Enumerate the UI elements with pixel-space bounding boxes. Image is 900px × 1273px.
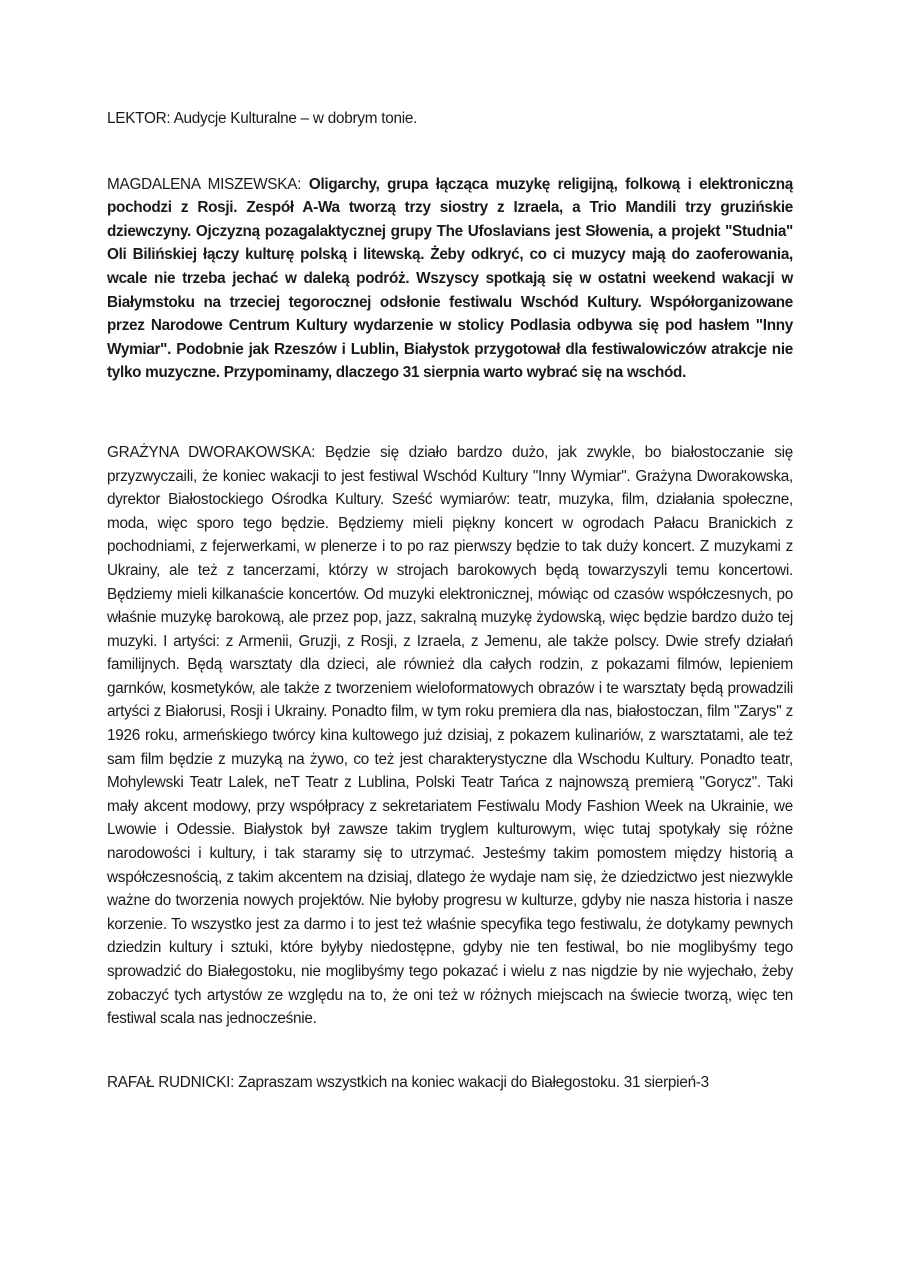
paragraph-magdalena-miszewska xyxy=(107,173,793,385)
paragraph-text: Zapraszam wszystkich na koniec wakacji do Białegostoku. 31 sierpień-3 xyxy=(238,1073,709,1091)
paragraph-rafal-rudnicki xyxy=(107,1071,793,1095)
paragraph-text: Oligarchy, grupa łącząca muzykę religijną, folkową i elektroniczną pochodzi z Rosji. Zespół A-Wa tworzą trzy siostry z Izraela, a Trio Mandili trzy gruzińskie dziewczyny. Ojczyzną pozagalaktycznej grupy The Ufoslavians jest Słowenia, a projekt "Studnia" Oli Bilińskiej łączy kulturę polską i litewską. Żeby odkryć, co ci muzycy mają do zaoferowania, wcale nie trzeba jechać w daleką podróż. Wszyscy spotkają się w ostatni weekend wakacji w Białymstoku na trzeciej tegorocznej odsłonie festiwalu Wschód Kultury. Współorganizowane przez Narodowe Centrum Kultury wydarzenie w stolicy Podlasia odbywa się pod hasłem "Inny Wymiar". Podobnie jak Rzeszów i Lublin, Białystok przygotował dla festiwalowiczów atrakcje nie tylko muzyczne. Przypominamy, dlaczego 31 sierpnia warto wybrać się na wschód. xyxy=(107,175,794,382)
paragraph-grazyna-dworakowska xyxy=(107,441,793,1031)
speaker-name: RAFAŁ RUDNICKI: xyxy=(107,1073,235,1091)
paragraph-lektor xyxy=(107,107,793,131)
speaker-name: LEKTOR: xyxy=(107,110,171,127)
paragraph-text: Będzie się działo bardzo dużo, jak zwykle, bo białostoczanie się przyzwyczaili, że koniec wakacji to jest festiwal Wschód Kultury "Inny Wymiar". Grażyna Dworakowska, dyrektor Białostockiego Ośrodka Kultury. Sześć wymiarów: teatr, muzyka, film, działania społeczne, moda, więc sporo tego będzie. Będziemy mieli piękny koncert w ogrodach Pałacu Branickich z pochodniami, z fejerwerkami, w plenerze i to po raz pierwszy będzie to tak duży koncert. Z muzykami z Ukrainy, ale też z tancerzami, którzy w strojach barokowych będą towarzyszyli temu koncertowi. Będziemy mieli kilkanaście koncertów. Od muzyki elektronicznej, mówiąc od czasów współczesnych, po właśnie muzykę barokową, ale przez pop, jazz, sakralną muzykę żydowską, więc będzie bardzo dużo tej muzyki. I artyści: z Armenii, Gruzji, z Rosji, z Izraela, z Jemenu, ale także polscy. Dwie strefy działań familijnych. Będą warsztaty dla dzieci, ale również dla całych rodzin, z pokazami filmów, lepieniem garnków, kosmetyków, ale także z tworzeniem wieloformatowych obrazów i te warsztaty będą prowadzili artyści z Białorusi, Rosji i Ukrainy. Ponadto film, w tym roku premiera dla nas, białostoczan, film "Zarys" z 1926 roku, armeńskiego twórcy kina kultowego już dzisiaj, z pokazem kulinariów, z warsztatami, ale też sam film będzie z muzyką na żywo, co też jest charakterystyczne dla Wschodu Kultury. Ponadto teatr, Mohylewski Teatr Lalek, neT Teatr z Lublina, Polski Teatr Tańca z najnowszą premierą "Gorycz". Taki mały akcent modowy, przy współpracy z sekretariatem Festiwalu Mody Fashion Week na Ukrainie, we Lwowie i Odessie. Białystok był zawsze takim tryglem kulturowym, więc tutaj spotykały się różne narodowości i kultury, i tak staramy się to utrzymać. Jesteśmy takim pomostem między historią a współczesnością, z takim akcentem na dzisiaj, dlatego że wydaje nam się, że dziedzictwo jest niezwykle ważne do tworzenia nowych projektów. Nie byłoby progresu w kulturze, gdyby nie nasza historia i nasze korzenie. To wszystko jest za darmo i to jest też właśnie specyfika tego festiwalu, że dotykamy pewnych dziedzin kultury i sztuki, które byłyby niedostępne, gdyby nie ten festiwal, bo nie moglibyśmy tego sprowadzić do Białegostoku, nie moglibyśmy tego pokazać i wielu z nas nigdzie by nie wyjechało, żeby zobaczyć tych artystów ze względu na to, że oni też w różnych miejscach na świecie tworzą, więc ten festiwal scala nas jednocześnie. xyxy=(107,443,794,1028)
document-page xyxy=(107,107,793,1094)
speaker-name: GRAŻYNA DWORAKOWSKA: xyxy=(107,443,316,461)
speaker-name: MAGDALENA MISZEWSKA: xyxy=(107,175,302,193)
paragraph-text: Audycje Kulturalne – w dobrym tonie. xyxy=(173,110,418,127)
